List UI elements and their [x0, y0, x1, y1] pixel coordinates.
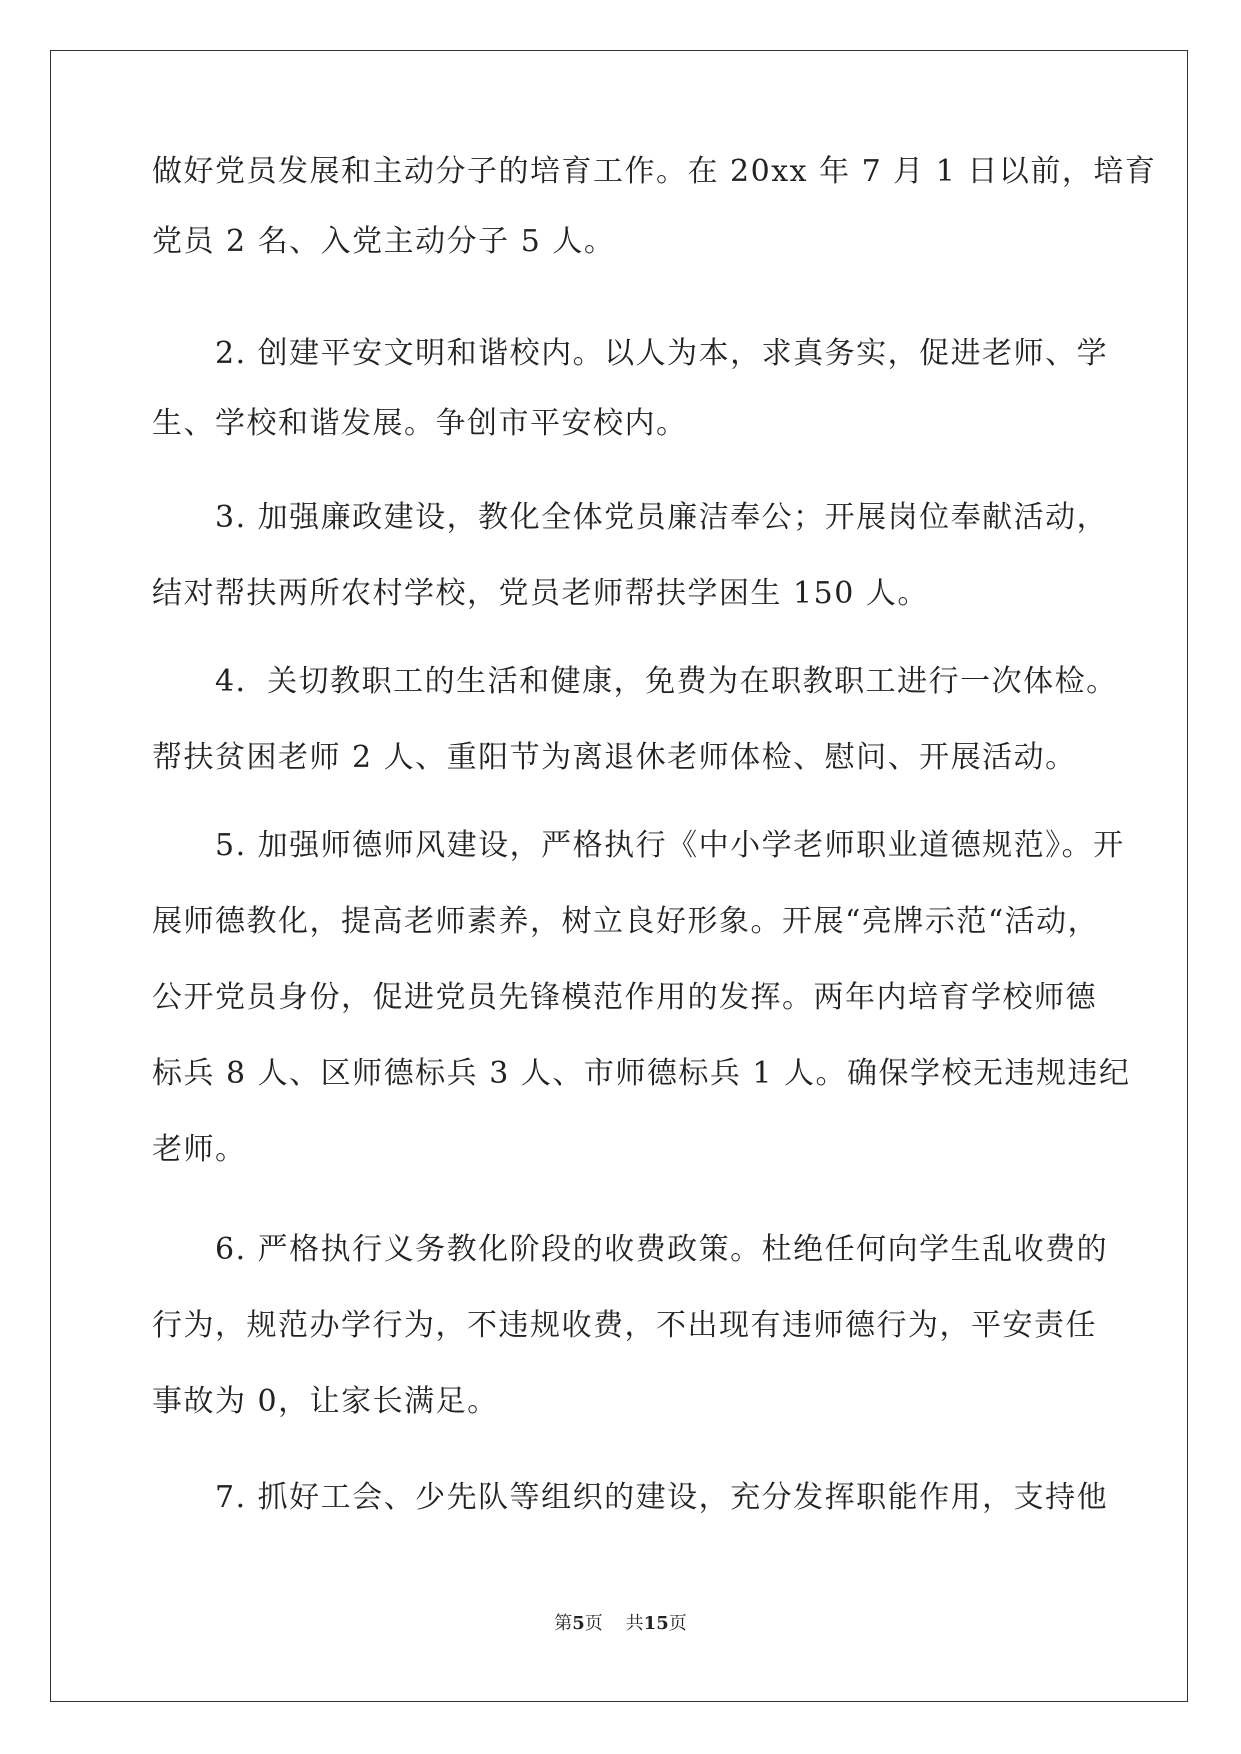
- text-line: 4．关切教职工的生活和健康，免费为在职教职工进行一次体检。: [152, 664, 1118, 699]
- text-line: 结对帮扶两所农村学校，党员老师帮扶学困生 150 人。: [152, 576, 929, 611]
- text-line: 展师德教化，提高老师素养，树立良好形象。开展“亮牌示范“活动，: [152, 904, 1100, 939]
- text-line: 老师。: [152, 1132, 247, 1167]
- footer-total-unit: 页: [668, 1613, 687, 1634]
- text-line: 5. 加强师德师风建设，严格执行《中小学老师职业道德规范》。开: [152, 828, 1125, 863]
- text-line: 生、学校和谐发展。争创市平安校内。: [152, 406, 688, 441]
- text-line: 7. 抓好工会、少先队等组织的建设，充分发挥职能作用，支持他: [152, 1480, 1109, 1515]
- text-line: 2. 创建平安文明和谐校内。以人为本，求真务实，促进老师、学: [152, 336, 1109, 371]
- text-line: 6. 严格执行义务教化阶段的收费政策。杜绝任何向学生乱收费的: [152, 1232, 1109, 1267]
- text-line: 帮扶贫困老师 2 人、重阳节为离退休老师体检、慰问、开展活动。: [152, 740, 1077, 775]
- text-line: 公开党员身份，促进党员先锋模范作用的发挥。两年内培育学校师德: [152, 980, 1097, 1015]
- text-line: 标兵 8 人、区师德标兵 3 人、市师德标兵 1 人。确保学校无违规违纪: [152, 1056, 1131, 1091]
- text-line: 行为，规范办学行为，不违规收费，不出现有违师德行为，平安责任: [152, 1308, 1097, 1343]
- text-line: 党员 2 名、入党主动分子 5 人。: [152, 224, 616, 259]
- footer-page-unit: 页: [584, 1613, 603, 1634]
- page-border: [50, 50, 1188, 1702]
- page-footer: [0, 1612, 1241, 1636]
- footer-total-prefix: 共: [625, 1613, 644, 1634]
- text-line: 3. 加强廉政建设，教化全体党员廉洁奉公；开展岗位奉献活动，: [152, 500, 1109, 535]
- current-page-number: 5: [572, 1613, 585, 1634]
- text-line: 事故为 0，让家长满足。: [152, 1384, 499, 1419]
- text-line: 做好党员发展和主动分子的培育工作。在 20xx 年 7 月 1 日以前，培育: [152, 154, 1157, 189]
- footer-prefix: 第: [554, 1613, 573, 1634]
- total-pages-number: 15: [643, 1613, 669, 1634]
